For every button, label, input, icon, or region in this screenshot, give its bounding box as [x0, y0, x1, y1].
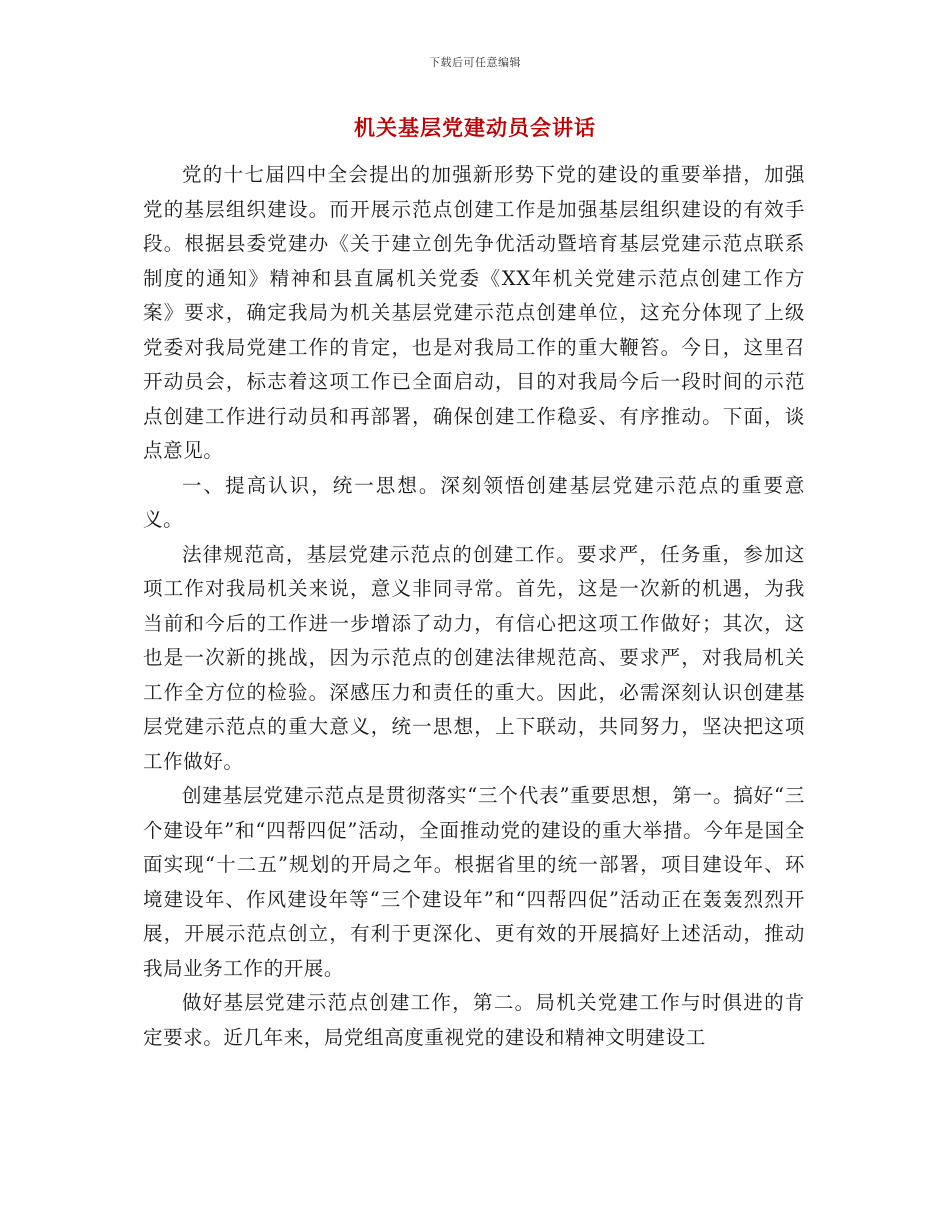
paragraph: 做好基层党建示范点创建工作，第二。局机关党建工作与时俱进的肯定要求。近几年来，局党组高度重视党的建设和精神文明建设工 — [143, 991, 805, 1049]
paragraph: 党的十七届四中全会提出的加强新形势下党的建设的重要举措，加强党的基层组织建设。而开展示范点创建工作是加强基层组织建设的有效手段。根据县委党建办《关于建立创先争优活动暨培育基层党建示范点联系制度的通知》精神和县直属机关党委《XX年机关党建示范点创建工作方案》要求，确定我局为机关基层党建示范点创建单位，这充分体现了上级党委对我局党建工作的肯定，也是对我局工作的重大鞭笞。今日，这里召开动员会，标志着这项工作已全面启动，目的对我局今后一段时间的示范点创建工作进行动员和再部署，确保创建工作稳妥、有序推动。下面，谈点意见。 — [143, 163, 805, 462]
paragraph: 法律规范高，基层党建示范点的创建工作。要求严，任务重，参加这项工作对我局机关来说，意义非同寻常。首先，这是一次新的机遇，为我当前和今后的工作进一步增添了动力，有信心把这项工作做好；其次，这也是一次新的挑战，因为示范点的创建法律规范高、要求严，对我局机关工作全方位的检验。深感压力和责任的重大。因此，必需深刻认识创建基层党建示范点的重大意义，统一思想，上下联动，共同努力，坚决把这项工作做好。 — [143, 542, 805, 773]
page-header-note: 下载后可任意编辑 — [429, 56, 521, 69]
paragraph: 一、提高认识，统一思想。深刻领悟创建基层党建示范点的重要意义。 — [143, 473, 805, 531]
document-body — [143, 158, 805, 1055]
document-title: 机关基层党建动员会讲话 — [354, 115, 596, 140]
paragraph: 创建基层党建示范点是贯彻落实“三个代表”重要思想，第一。搞好“三个建设年”和“四帮四促”活动，全面推动党的建设的重大举措。今年是国全面实现“十二五”规划的开局之年。根据省里的统一部署，项目建设年、环境建设年、作风建设年等“三个建设年”和“四帮四促”活动正在轰轰烈烈开展，开展示范点创立，有利于更深化、更有效的开展搞好上述活动，推动我局业务工作的开展。 — [143, 784, 805, 980]
